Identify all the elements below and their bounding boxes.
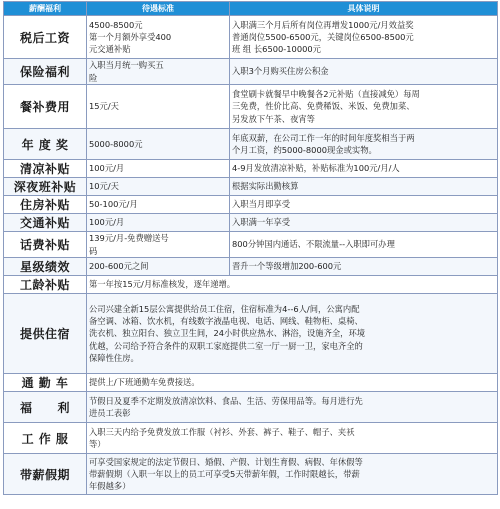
benefit-standard [87, 59, 230, 85]
details-line: 班 组 长6500-10000元 [232, 44, 321, 55]
details-line: 食堂刷卡就餐早中晚餐各2元补贴（直接减免）每周 [232, 89, 420, 100]
table-row [4, 232, 498, 258]
benefit-standard [87, 16, 230, 59]
details-line: 4-9月发放清凉补贴，补贴标准为100元/月/人 [232, 163, 400, 174]
benefit-standard [87, 196, 230, 214]
benefit-name: 福 利 [4, 392, 87, 423]
standard-line: 10元/天 [89, 181, 119, 192]
details-line: 800分钟国内通话、不限流量--入职即可办理 [232, 239, 395, 250]
table-row [4, 423, 498, 454]
standard-line: 5000-8000元 [89, 138, 143, 149]
benefit-name: 清凉补贴 [4, 160, 87, 178]
benefit-details [87, 423, 498, 454]
standard-line: 入职当月统一购买五 [89, 60, 164, 71]
details-line: 等） [89, 439, 106, 449]
benefit-details [230, 16, 498, 59]
standard-line: 100元/月 [89, 163, 125, 174]
table-row [4, 294, 498, 374]
details-line: 普通岗位5500-6500元，关键岗位6500-8500元 [232, 31, 414, 42]
benefit-standard [87, 129, 230, 160]
table-row [4, 196, 498, 214]
table-row [4, 392, 498, 423]
table-row [4, 258, 498, 276]
details-line: 入职当月即享受 [232, 199, 291, 210]
benefit-name: 保险福利 [4, 59, 87, 85]
benefit-name: 带薪假期 [4, 454, 87, 495]
details-line: 提供上/下班通勤车免费接送。 [89, 377, 200, 388]
details-line: 保障性住房。 [89, 352, 139, 363]
table-row [4, 178, 498, 196]
benefit-details [87, 392, 498, 423]
details-line: 入职3个月购买住房公积金 [232, 66, 329, 77]
header-benefit: 薪酬福利 [4, 2, 87, 16]
details-line: 个月工资，约5000-8000现金或实物。 [232, 145, 377, 155]
table-row [4, 214, 498, 232]
benefit-details [230, 85, 498, 129]
benefit-name: 提供住宿 [4, 294, 87, 374]
details-line: 第一年按15元/月标准核发，逐年递增。 [89, 279, 236, 290]
benefits-table [3, 1, 498, 495]
benefit-details [87, 374, 498, 392]
table-row [4, 85, 498, 129]
details-line: 可享受国家规定的法定节假日、婚假、产假、计划生育假、病假、年休假等 [89, 456, 363, 467]
benefit-details [230, 59, 498, 85]
table-row [4, 276, 498, 294]
table-row [4, 59, 498, 85]
benefit-name: 交通补贴 [4, 214, 87, 232]
table-header-row [4, 2, 498, 16]
benefit-name: 深夜班补贴 [4, 178, 87, 196]
benefit-standard [87, 214, 230, 232]
benefit-name: 星级绩效 [4, 258, 87, 276]
benefit-name: 住房补贴 [4, 196, 87, 214]
details-line: 三免费，性价比高、免费稀饭、米饭、免费加菜、 [232, 101, 415, 112]
details-line: 洗衣机、独立阳台、独立卫生间，24小时供应热水、淋浴，设施齐全，环境 [89, 328, 366, 339]
benefit-name: 餐补费用 [4, 85, 87, 129]
details-line: 优越，公司给予符合条件的双职工家庭提供二室一厅一厨一卫，家电齐全的 [89, 340, 363, 351]
details-line: 入职满一年享受 [232, 217, 291, 228]
benefit-name: 税后工资 [4, 16, 87, 59]
details-line: 年底双薪，在公司工作一年的时间年度奖相当于两 [232, 132, 415, 143]
standard-line: 139元/月-免费赠送号 [89, 233, 169, 244]
benefit-standard [87, 160, 230, 178]
benefit-details [230, 129, 498, 160]
benefit-name: 工龄补贴 [4, 276, 87, 294]
details-line: 年假越多） [89, 481, 131, 492]
benefit-details [230, 160, 498, 178]
benefit-details [87, 454, 498, 495]
benefit-standard [87, 232, 230, 258]
benefit-standard [87, 85, 230, 129]
benefit-details [87, 294, 498, 374]
standard-line: 100元/月 [89, 217, 125, 228]
standard-line: 险 [89, 72, 98, 83]
standard-line: 第一个月额外享受400 [89, 31, 172, 42]
table-row [4, 129, 498, 160]
benefit-details [230, 214, 498, 232]
standard-line: 码 [89, 245, 98, 256]
benefit-name: 工 作 服 [4, 423, 87, 454]
benefit-name: 通 勤 车 [4, 374, 87, 392]
details-line: 入职满三个月后所有岗位再增发1000元/月效益奖 [232, 19, 414, 30]
details-line: 根据实际出勤核算 [232, 181, 299, 192]
header-standard: 待遇标准 [87, 2, 230, 16]
table-row [4, 454, 498, 495]
table-row [4, 374, 498, 392]
benefit-standard [87, 178, 230, 196]
details-line: 备空调、冰箱、饮水机，有线数字液晶电视、电话、网线、鞋物柜、桌椅、 [89, 316, 363, 327]
standard-line: 4500-8500元 [89, 19, 143, 30]
details-line: 公司兴建全新15层公寓提供给员工住宿，住宿标准为4--6人/间，公寓内配 [89, 303, 360, 314]
benefit-details [230, 258, 498, 276]
standard-line: 50-100元/月 [89, 199, 138, 210]
header-details: 具体说明 [230, 2, 498, 16]
details-line: 入职三天内给予免费发放工作服（衬衫、外套、裤子、鞋子、帽子、夹袄 [89, 426, 355, 437]
table-body [4, 16, 498, 495]
details-line: 进员工表彰 [89, 408, 131, 418]
benefit-name: 年 度 奖 [4, 129, 87, 160]
benefit-details [87, 276, 498, 294]
details-line: 另发放下午茶、夜宵等 [232, 113, 315, 124]
benefit-name: 话费补贴 [4, 232, 87, 258]
standard-line: 元交通补贴 [89, 44, 131, 55]
benefit-standard [87, 258, 230, 276]
benefit-details [230, 232, 498, 258]
benefit-details [230, 178, 498, 196]
table-row [4, 16, 498, 59]
details-line: 节假日及夏季不定期发放清凉饮料、食品、生活、劳保用品等。每月进行先 [89, 395, 363, 406]
details-line: 带薪假期（入职一年以上的员工可享受5天带薪年假，工作时限越长，带薪 [89, 468, 360, 479]
details-line: 晋升一个等级增加200-600元 [232, 261, 342, 272]
standard-line: 15元/天 [89, 101, 119, 112]
benefit-details [230, 196, 498, 214]
standard-line: 200-600元之间 [89, 261, 149, 272]
table-row [4, 160, 498, 178]
